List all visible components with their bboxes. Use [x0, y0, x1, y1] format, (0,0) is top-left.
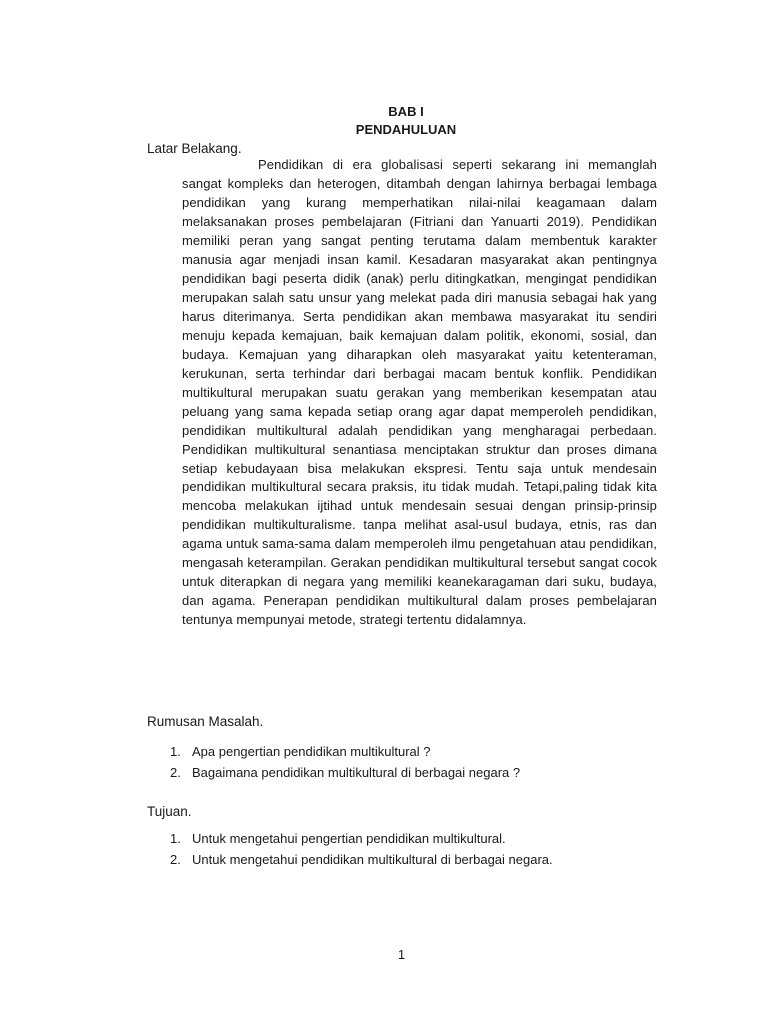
background-paragraph: Pendidikan di era globalisasi seperti sekarang ini memanglah sangat kompleks dan heterogen, ditambah dengan lahirnya berbagai lembaga pendidikan yang kurang memperhatikan nilai-nilai keagamaan dalam melaksanakan proses pembelajaran (Fitriani dan Yanuarti 2019). Pendidikan memiliki peran yang sangat penting terutama dalam membentuk karakter manusia agar menjadi insan kamil. Kesadaran masyarakat akan pentingnya pendidikan bagi peserta didik (anak) perlu ditingkatkan, mengingat pendidikan merupakan salah satu unsur yang melekat pada diri manusia sebagai hak yang harus diterimanya. Serta pendidikan akan membawa masyarakat itu sendiri menuju kepada kemajuan, baik kemajuan dalam politik, ekonomi, sosial, dan budaya. Kemajuan yang diharapkan oleh masyarakat yaitu ketenteraman, kerukunan, serta terhindar dari berbagai macam bentuk konflik. Pendidikan multikultural merupakan suatu gerakan yang memberikan kesempatan atau peluang yang sama kepada setiap orang agar dapat memperoleh pendidikan, pendidikan multikultural adalah pendidikan yang mengharagai perbedaan. Pendidikan multikultural senantiasa menciptakan struktur dan proses dimana setiap kebudayaan bisa melakukan ekspresi. Tentu saja untuk mendesain pendidikan multikultural secara praksis, itu tidak mudah. Tetapi,paling tidak kita mencoba melakukan ijtihad untuk mendesain sesuai dengan prinsip-prinsip pendidikan multikulturalisme. tanpa melihat asal-usul budaya, etnis, ras dan agama untuk sama-sama dalam memperoleh ilmu pengetahuan atau pendidikan, mengasah keterampilan. Gerakan pendidikan multikultural tersebut sangat cocok untuk diterapkan di negara yang memiliki keanekaragaman dari suku, budaya, dan agama. Penerapan pendidikan multikultural dalam proses pembelajaran tentunya mempunyai metode, strategi tertentu didalamnya.	[182, 157, 657, 628]
list-item-text: Untuk mengetahui pengertian pendidikan multikultural.	[192, 831, 506, 846]
list-item-number: 1.	[170, 831, 181, 846]
list-item	[170, 762, 520, 783]
section-heading-problem: Rumusan Masalah.	[147, 714, 264, 729]
list-item-text: Bagaimana pendidikan multikultural di berbagai negara ?	[192, 765, 521, 780]
list-item	[170, 849, 553, 870]
list-item-text: Untuk mengetahui pendidikan multikultural di berbagai negara.	[192, 852, 553, 867]
list-item	[170, 828, 553, 849]
chapter-label: BAB I	[388, 104, 424, 119]
problem-list	[170, 741, 520, 783]
page-number: 1	[397, 947, 406, 962]
objective-list	[170, 828, 553, 870]
list-item-number: 1.	[170, 744, 181, 759]
list-item	[170, 741, 520, 762]
list-item-text: Apa pengertian pendidikan multikultural ?	[192, 744, 431, 759]
section-heading-background: Latar Belakang.	[147, 141, 242, 156]
list-item-number: 2.	[170, 852, 181, 867]
section-heading-objective: Tujuan.	[147, 804, 192, 819]
chapter-title: PENDAHULUAN	[355, 122, 457, 137]
list-item-number: 2.	[170, 765, 181, 780]
